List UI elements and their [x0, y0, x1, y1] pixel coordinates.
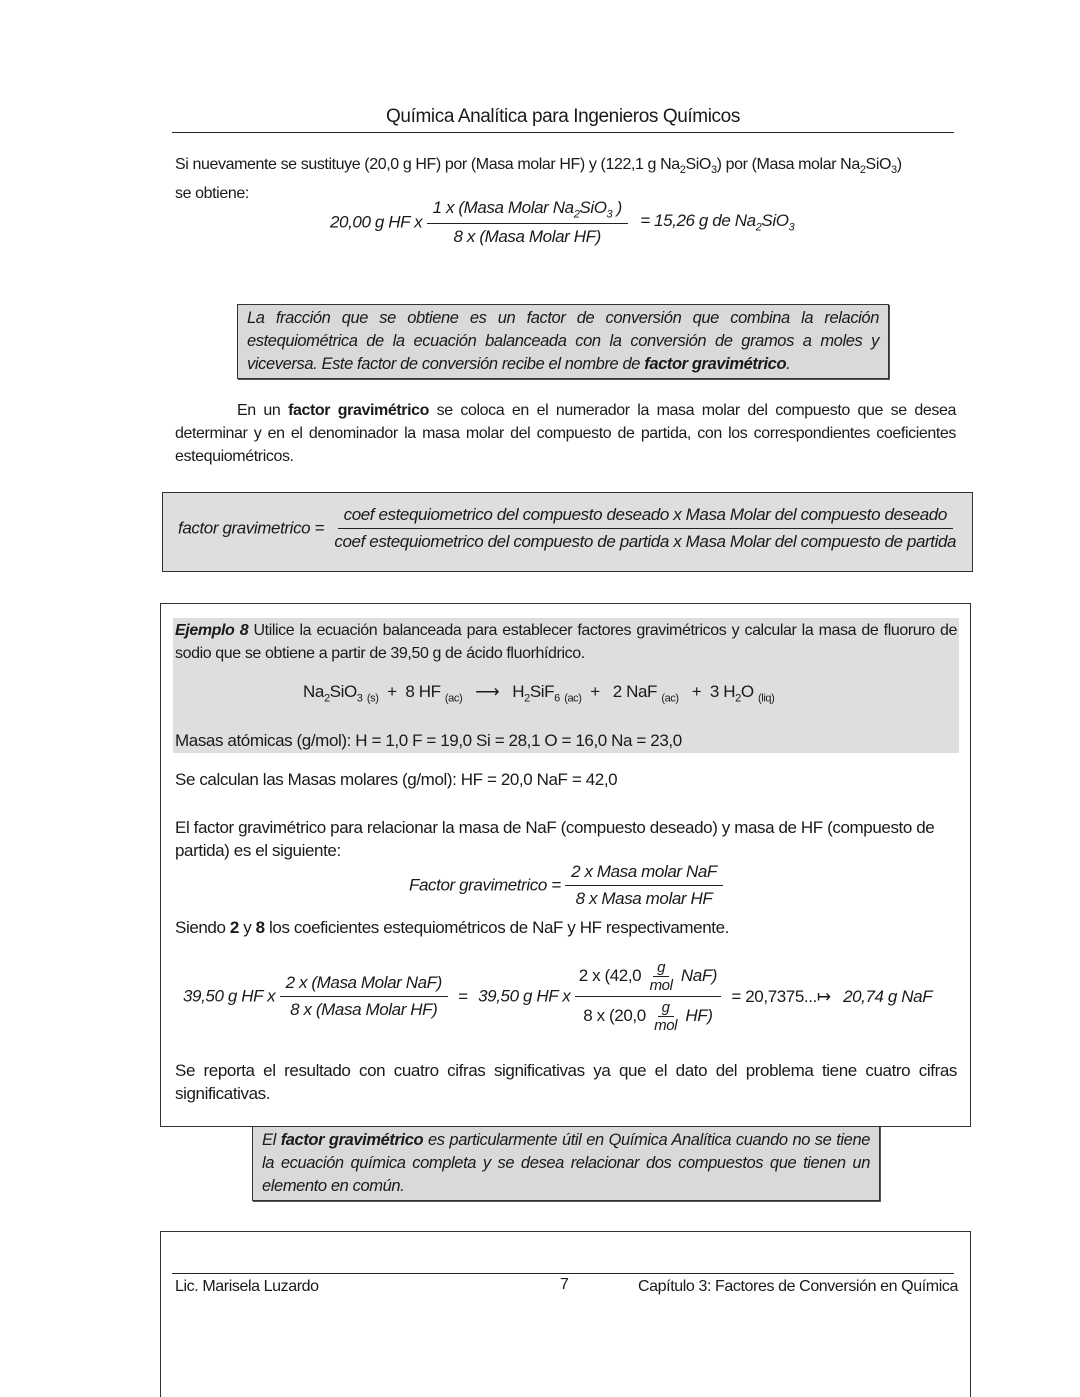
paragraph-factor: En un factor gravimétrico se coloca en el numerador la masa molar del compuesto que se desea determinar y en el denominador la masa molar del compuesto de partida, con los correspondientes coeficientes estequiométricos.	[175, 402, 957, 465]
intro-paragraph: Si nuevamente se sustituye (20,0 g HF) por (Masa molar HF) y (122,1 g $Na_2SiO_3$) por (Masa molar $Na_2SiO_3$) se obtiene:	[175, 156, 902, 203]
note-box-2: El factor gravimétrico es particularmente útil en Química Analítica cuando no se tiene la ecuación química completa y se desea relacionar dos compuestos que tienen un elemento en común.	[252, 1126, 880, 1201]
equation-1: 20,00 g HF x $\frac{1 x (Masa Molar Na_2SiO_3 )}{\text{8 x (Masa Molar HF)}}$ = 15,26 g de $Na_2SiO_3$	[330, 198, 795, 247]
page-number: 7	[560, 1276, 569, 1293]
example-box: Ejemplo 8 Utilice la ecuación balanceada para establecer factores gravimétricos y calcular la masa de fluoruro de sodio que se obtiene a partir de 39,50 g de ácido fluorhídrico. $Na_2SiO_3$ $_{(s)}$ + 8 HF $_{(ac)}$ ⟶ $H_2SiF_6$ $_{(ac)}$ + 2 NaF $_{(ac)}$ + 3 $H_2O$ $_{(liq)}$ Masas atómicas (g/mol): H = 1,0 F = 19,0 Si = 28,1 O = 16,0 Na = 23,0 Se calculan las Masas molares (g/mol): HF = 20,0 NaF = 42,0 El factor gravimétrico para relacionar la masa de NaF (compuesto deseado) y masa de HF (compuesto de partida) es el siguiente: Factor gravimetrico = $\frac{\text{2 x Masa molar NaF}}{\text{8 x Masa molar HF}}$ Siendo 2 y 8 los coeficientes estequiométricos de NaF y HF respectivamente. 39,50 g HF x $\frac{\text{2 x (Masa Molar NaF)}}{\text{8 x (Masa Molar HF)}}$ = 39,50 g HF x 2 x (42,0 $\frac{g}{\text{mol}}$ NaF) 8 x (20,0 $\frac{g}{\text{mol}}$ HF) = 20,7375...↦ 20,74 g NaF Se reporta el resultado con cuatro cifras significativas ya que el dato del problema tiene cuatro cifras significativas.	[160, 603, 971, 1127]
formula-box: factor gravimetrico = coef estequiometrico del compuesto deseado x Masa Molar del compuesto deseado coef estequiometrico del compuesto de partida x Masa Molar del compuesto de partida	[162, 492, 973, 572]
footer-chapter: Capítulo 3: Factores de Conversión en Química	[638, 1278, 958, 1295]
footer-author: Lic. Marisela Luzardo	[175, 1278, 319, 1295]
page-header: Química Analítica para Ingenieros Químicos	[172, 106, 954, 133]
note-box-1: La fracción que se obtiene es un factor de conversión que combina la relación estequiométrica de la ecuación balanceada con la conversión de gramos a moles y viceversa. Este factor de conversión recibe el nombre de factor gravimétrico.	[237, 304, 889, 379]
footer-frame	[160, 1231, 971, 1397]
footer-rule	[172, 1273, 954, 1274]
calculation-equation: 39,50 g HF x $\frac{\text{2 x (Masa Molar NaF)}}{\text{8 x (Masa Molar HF)}}$ = 39,50 g HF x 2 x (42,0 $\frac{g}{\text{mol}}$ NaF) 8 x (20,0 $\frac{g}{\text{mol}}$ HF) = 20,7375...↦ 20,74 g NaF	[183, 959, 933, 1034]
chemical-reaction: $Na_2SiO_3$ $_{(s)}$ + 8 HF $_{(ac)}$ ⟶ $H_2SiF_6$ $_{(ac)}$ + 2 NaF $_{(ac)}$ + 3 $H_2O$ $_{(liq)}$	[303, 682, 775, 705]
factor-equation: Factor gravimetrico = $\frac{\text{2 x Masa molar NaF}}{\text{8 x Masa molar HF}}$	[409, 862, 723, 909]
